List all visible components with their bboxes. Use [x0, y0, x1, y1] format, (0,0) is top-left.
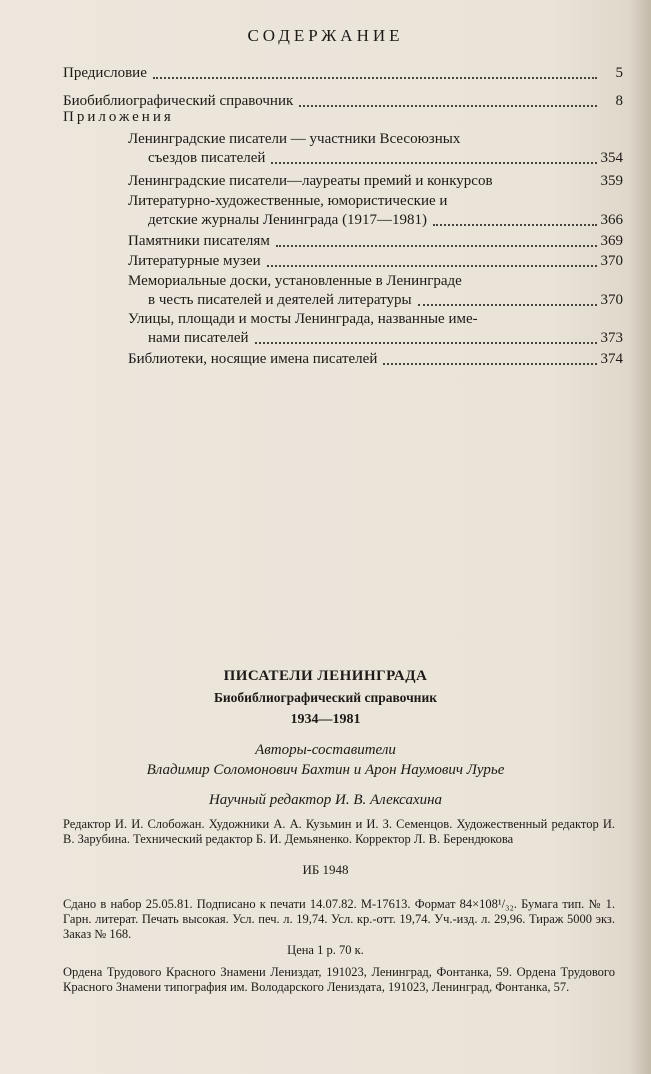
- leader-dots: [271, 158, 596, 164]
- toc-item-line1: Ленинградские писатели—лауреаты премий и конкурсов: [128, 173, 493, 189]
- toc-item-page: 374: [600, 351, 623, 367]
- toc-reference-title: Биобиблиографический справочник: [63, 93, 294, 109]
- toc-preface: [63, 64, 623, 83]
- toc-item-line1: Улицы, площади и мосты Ленинграда, названные име-: [128, 311, 478, 327]
- leader-dots: [499, 183, 597, 187]
- leader-dots: [153, 73, 597, 79]
- leader-dots: [255, 338, 597, 344]
- toc-item-laureates: [128, 172, 623, 191]
- ib-number: ИБ 1948: [302, 862, 349, 877]
- toc-item-line2: детские журналы Ленинграда (1917—1981): [148, 212, 428, 228]
- leader-dots: [267, 261, 597, 267]
- toc-item-libraries: [128, 350, 623, 369]
- toc-item-journals: [128, 192, 623, 230]
- contents-heading: СОДЕРЖАНИЕ: [247, 26, 404, 45]
- book-years: 1934—1981: [290, 712, 361, 727]
- toc-item-museums: [128, 252, 623, 271]
- publisher-info: Ордена Трудового Красного Знамени Лениздат, 191023, Ленинград, Фонтанка, 59. Ордена Трудового Красного Знамени типография им. Володарского Лениздата, 191023, Ленинград, Фонтанка, 57.: [63, 965, 615, 994]
- toc-item-line1: Библиотеки, носящие имена писателей: [128, 351, 378, 367]
- authors-names: Владимир Соломонович Бахтин и Арон Наумович Лурье: [146, 762, 505, 778]
- toc-item-line1: Памятники писателям: [128, 233, 270, 249]
- toc-item-line1: Мемориальные доски, установленные в Ленинграде: [128, 273, 462, 289]
- toc-item-line1: Ленинградские писатели — участники Всесоюзных: [128, 131, 461, 147]
- toc-item-line2: нами писателей: [148, 330, 249, 346]
- leader-dots: [299, 101, 597, 107]
- toc-reference-page: 8: [615, 93, 623, 109]
- toc-preface-title: Предисловие: [63, 65, 147, 81]
- toc-item-page: 369: [600, 233, 623, 249]
- toc-item-page: 370: [600, 292, 623, 308]
- toc-item-page: 359: [600, 173, 623, 189]
- leader-dots: [433, 220, 596, 226]
- leader-dots: [418, 300, 597, 306]
- toc-appendices-label: Приложения: [63, 109, 174, 125]
- book-subtitle: Биобиблиографический справочник: [213, 690, 438, 705]
- toc-item-page: 370: [600, 253, 623, 269]
- scientific-editor: Научный редактор И. В. Алексахина: [208, 792, 443, 808]
- price: Цена 1 р. 70 к.: [287, 943, 364, 957]
- toc-item-page: 354: [600, 150, 623, 166]
- authors-label: Авторы-составители: [255, 742, 396, 758]
- editorial-credits: Редактор И. И. Слобожан. Художники А. А. Кузьмин и И. З. Семенцов. Художественный редактор И. В. Зарубина. Технический редактор Б. И. Демьяненко. Корректор Л. В. Берендюкова: [63, 817, 615, 846]
- toc-item-page: 366: [600, 212, 623, 228]
- toc-item-line2: в честь писателей и деятелей литературы: [148, 292, 412, 308]
- book-title: ПИСАТЕЛИ ЛЕНИНГРАДА: [223, 668, 428, 684]
- leader-dots: [383, 359, 596, 365]
- toc-item-page: 373: [600, 330, 623, 346]
- toc-item-line1: Литературно-художественные, юмористические и: [128, 193, 448, 209]
- toc-item-congress: [128, 130, 623, 168]
- toc-item-streets: [128, 310, 623, 348]
- toc-item-monuments: [128, 232, 623, 251]
- toc-item-plaques: [128, 272, 623, 310]
- page-edge-shadow: [629, 0, 651, 1074]
- toc-item-line1: Литературные музеи: [128, 253, 261, 269]
- leader-dots: [276, 241, 597, 247]
- toc-item-line2: съездов писателей: [148, 150, 266, 166]
- print-info: Сдано в набор 25.05.81. Подписано к печати 14.07.82. М-17613. Формат 84×108¹/₃₂. Бумага тип. № 1. Гарн. литерат. Печать высокая. Усл. печ. л. 19,74. Усл. кр.-отт. 19,74. Уч.-изд. л. 29,96. Тираж 5000 экз. Заказ № 168.: [63, 897, 615, 941]
- toc-preface-page: 5: [615, 65, 623, 81]
